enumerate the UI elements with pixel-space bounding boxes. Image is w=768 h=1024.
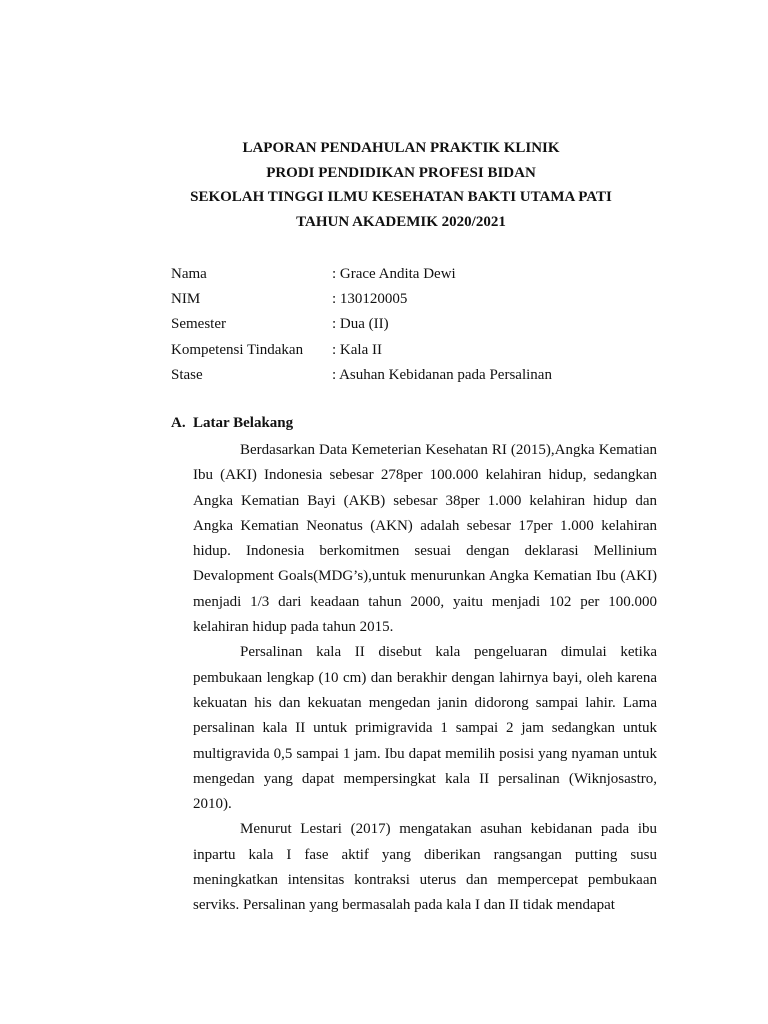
section-letter: A. — [171, 415, 186, 431]
title-line-1: LAPORAN PENDAHULAN PRAKTIK KLINIK — [242, 140, 560, 156]
paragraph: Berdasarkan Data Kemeterian Kesehatan RI (2015),Angka Kematian Ibu (AKI) Indonesia sebesar 278per 100.000 kelahiran hidup, sedangkan Angka Kematian Bayi (AKB) sebesar 38per 1.000 kelahiran hidup dan Angka Kematian Neonatus (AKN) adalah sebesar 17per 1.000 kelahiran hidup. Indonesia berkomitmen sesuai dengan deklarasi Mellinium Devalopment Goals(MDG’s),untuk menurunkan Angka Kematian Ibu (AKI) menjadi 1/3 dari keadaan tahun 2000, yaitu menjadi 102 per 100.000 kelahiran hidup pada tahun 2015. — [193, 442, 657, 636]
title-line-3: SEKOLAH TINGGI ILMU KESEHATAN BAKTI UTAMA PATI — [190, 189, 612, 205]
info-label: Kompetensi Tindakan — [171, 341, 304, 358]
info-value: : Dua (II) — [332, 316, 389, 333]
section-heading — [171, 413, 293, 433]
info-label: Semester — [171, 316, 226, 333]
section-body — [193, 438, 657, 919]
info-row-nim — [171, 287, 552, 312]
student-info — [171, 262, 552, 388]
info-row-stase — [171, 363, 552, 388]
info-row-nama — [171, 262, 552, 287]
info-value: : Grace Andita Dewi — [332, 266, 456, 282]
info-row-kompetensi — [171, 338, 552, 363]
document-heading — [150, 136, 652, 234]
info-label: Stase — [171, 366, 203, 383]
info-value: : 130120005 — [332, 291, 408, 308]
paragraph: Menurut Lestari (2017) mengatakan asuhan kebidanan pada ibu inpartu kala I fase aktif yang diberikan rangsangan putting susu meningkatkan intensitas kontraksi uterus dan mempercepat pembukaan serviks. Persalinan yang bermasalah pada kala I dan II tidak mendapat — [193, 821, 657, 914]
info-label: Nama — [171, 266, 207, 282]
section-title: Latar Belakang — [193, 415, 294, 431]
info-value: : Kala II — [332, 341, 382, 358]
title-line-2: PRODI PENDIDIKAN PROFESI BIDAN — [266, 164, 536, 181]
paragraph: Persalinan kala II disebut kala pengeluaran dimulai ketika pembukaan lengkap (10 cm) dan berakhir dengan lahirnya bayi, oleh karena kekuatan his dan kekuatan mengedan janin didorong sampai lahir. Lama persalinan kala II untuk primigravida 1 sampai 2 jam sedangkan untuk multigravida 0,5 sampai 1 jam. Ibu dapat memilih posisi yang nyaman untuk mengedan yang dapat mempersingkat kala II persalinan (Wiknjosastro, 2010). — [193, 644, 657, 813]
title-line-4: TAHUN AKADEMIK 2020/2021 — [296, 213, 506, 230]
info-value: : Asuhan Kebidanan pada Persalinan — [332, 366, 552, 383]
info-row-semester — [171, 312, 552, 337]
info-label: NIM — [171, 291, 201, 308]
